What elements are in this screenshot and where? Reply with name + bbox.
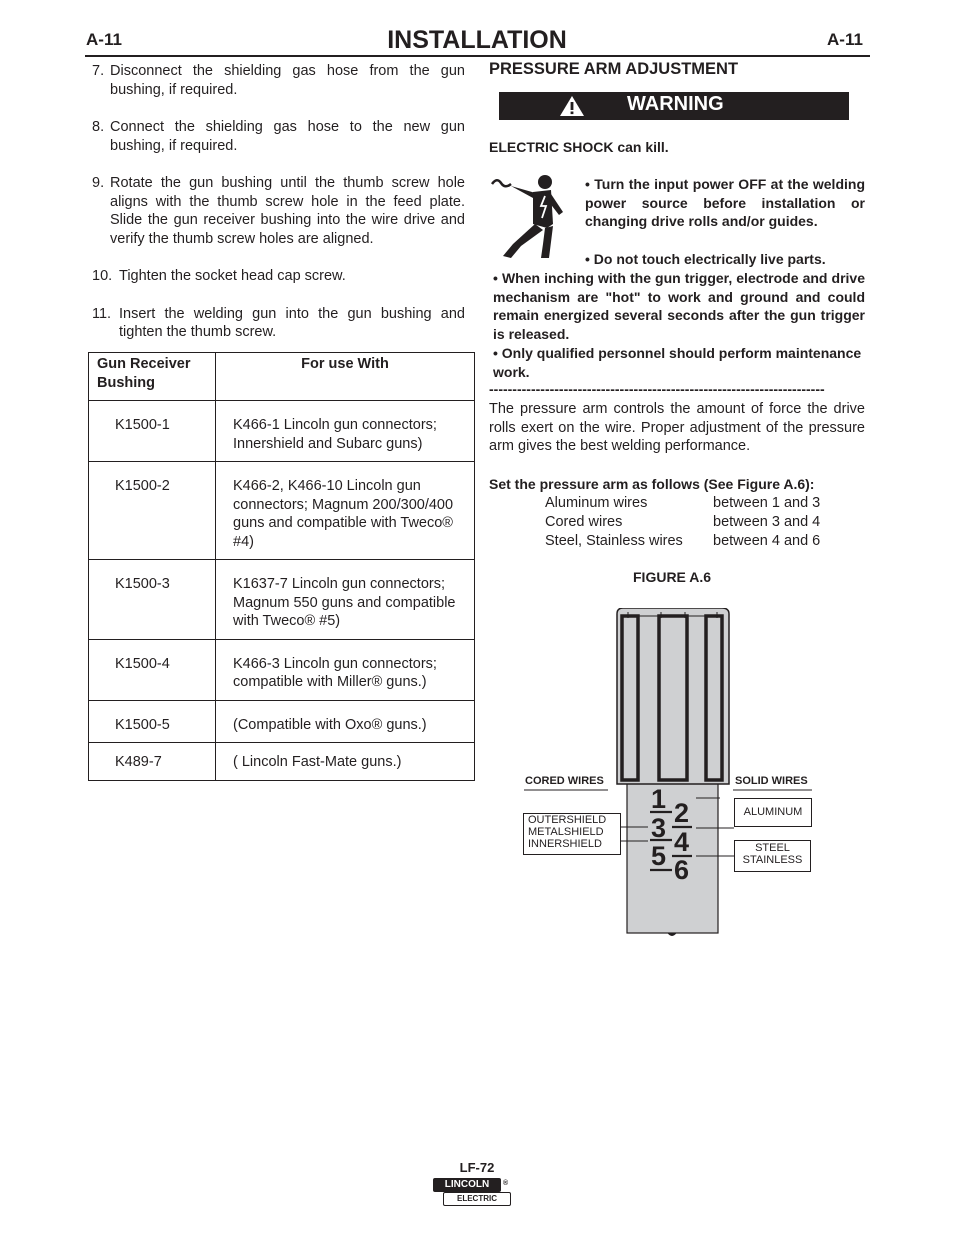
table-cell: K1500-4 bbox=[89, 639, 216, 700]
settings-list bbox=[545, 494, 820, 551]
pressure-arm-drawing bbox=[520, 608, 820, 938]
table-row bbox=[89, 462, 475, 560]
table-cell: K466-3 Lincoln gun connectors; compatible with Miller® guns.) bbox=[216, 639, 475, 700]
table-cell: K489-7 bbox=[89, 743, 216, 781]
page-number-left: A-11 bbox=[86, 30, 122, 49]
solid-wires-label: SOLID WIRES bbox=[735, 775, 808, 787]
setting-number-6: 6 bbox=[674, 855, 690, 885]
setting-number-5: 5 bbox=[651, 841, 667, 871]
table-cell: K466-1 Lincoln gun connectors; Innershield and Subarc guns) bbox=[216, 401, 475, 462]
step-7: 7. Disconnect the shielding gas hose from the gun bushing, if required. bbox=[92, 63, 465, 98]
page-title: INSTALLATION bbox=[387, 26, 567, 54]
warning-triangle-icon bbox=[559, 95, 585, 117]
step-11: 11. Insert the welding gun into the gun bushing and tighten the thumb screw. bbox=[92, 305, 465, 340]
list-item: Cored wires between 3 and 4 bbox=[545, 514, 821, 530]
settings-title: Set the pressure arm as follows (See Figure A.6): bbox=[489, 476, 815, 492]
setting-number-4: 4 bbox=[674, 827, 690, 857]
list-item: Steel, Stainless wires between 4 and 6 bbox=[545, 533, 821, 549]
table-cell: K1637-7 Lincoln gun connectors; Magnum 550 guns and compatible with Tweco® #5) bbox=[216, 560, 475, 640]
table-row bbox=[89, 560, 475, 640]
table-cell: K1500-3 bbox=[89, 560, 216, 640]
table-row bbox=[89, 401, 475, 462]
setting-number-2: 2 bbox=[674, 798, 690, 828]
stainless-box: STEEL STAINLESS bbox=[734, 840, 811, 872]
table-cell: K1500-5 bbox=[89, 700, 216, 743]
table-header-row bbox=[89, 353, 475, 401]
warning-label: WARNING bbox=[627, 93, 724, 115]
dashed-separator: ------------------------------------------------------------------------ bbox=[489, 381, 825, 397]
pressure-arm-paragraph: The pressure arm controls the amount of force the drive rolls exert on the wire. Proper adjustment of the pressure arm gives the best welding performance. bbox=[489, 401, 865, 454]
header-rule bbox=[85, 55, 870, 57]
setting-number-1: 1 bbox=[651, 784, 667, 814]
table-header: For use With bbox=[216, 353, 475, 401]
page-number-right: A-11 bbox=[827, 30, 863, 49]
table-header: Gun Receiver Bushing bbox=[89, 353, 216, 401]
table-cell: K1500-1 bbox=[89, 401, 216, 462]
lincoln-electric-logo: LINCOLN ® ELECTRIC bbox=[433, 1178, 511, 1206]
warning-bullet-4: • Only qualified personnel should perform maintenance work. bbox=[493, 345, 862, 380]
table-cell: K466-2, K466-10 Lincoln gun connectors; Magnum 200/300/400 guns and compatible with Tweco® #4) bbox=[216, 462, 475, 560]
table-cell: ( Lincoln Fast-Mate guns.) bbox=[216, 743, 475, 781]
list-item: Aluminum wires between 1 and 3 bbox=[545, 495, 821, 511]
cored-wire-types-box: OUTERSHIELD METALSHIELD INNERSHIELD bbox=[523, 813, 621, 855]
footer-model: LF-72 bbox=[459, 1160, 495, 1175]
steps-list bbox=[90, 62, 465, 361]
pressure-arm-figure bbox=[520, 608, 820, 938]
figure-caption: FIGURE A.6 bbox=[633, 569, 712, 585]
table-cell: (Compatible with Oxo® guns.) bbox=[216, 700, 475, 743]
step-9: 9. Rotate the gun bushing until the thumb screw hole aligns with the thumb screw hole in the feed plate. Slide the gun receiver bushing into the wire drive and verify the thumb screw holes are aligned. bbox=[92, 175, 465, 247]
warning-bullet-1: • Turn the input power OFF at the welding power source before installation or changing drive rolls and/or guides. bbox=[585, 176, 865, 229]
warning-bullet-2: • Do not touch electrically live parts. bbox=[585, 251, 826, 267]
warning-banner bbox=[499, 92, 849, 120]
bushing-table bbox=[88, 352, 475, 781]
setting-number-3: 3 bbox=[651, 813, 667, 843]
electric-shock-icon bbox=[489, 172, 575, 260]
section-heading: PRESSURE ARM ADJUSTMENT bbox=[489, 60, 739, 78]
step-10: 10. Tighten the socket head cap screw. bbox=[92, 268, 346, 284]
registered-mark-icon: ® bbox=[503, 1180, 509, 1187]
shock-title: ELECTRIC SHOCK can kill. bbox=[489, 139, 669, 155]
step-8: 8. Connect the shielding gas hose to the new gun bushing, if required. bbox=[92, 119, 465, 154]
table-cell: K1500-2 bbox=[89, 462, 216, 560]
table-row bbox=[89, 639, 475, 700]
table-row bbox=[89, 743, 475, 781]
aluminum-box: ALUMINUM bbox=[734, 798, 812, 827]
table-row bbox=[89, 700, 475, 743]
warning-bullet-3: • When inching with the gun trigger, electrode and drive mechanism are "hot" to work and ground and could remain energized several seconds after the gun trigger is released. bbox=[493, 270, 865, 342]
cored-wires-label: CORED WIRES bbox=[525, 775, 604, 787]
